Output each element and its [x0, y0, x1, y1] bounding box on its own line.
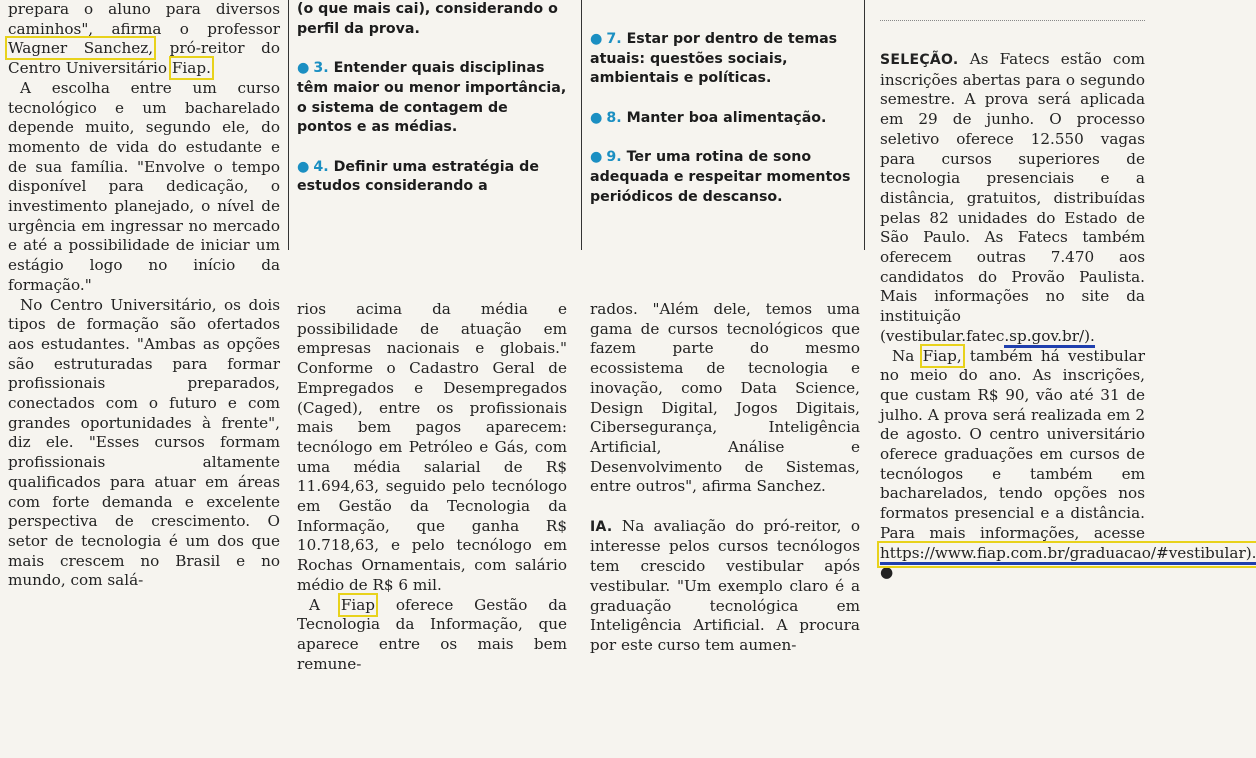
tip-number: 8. [606, 109, 622, 126]
paragraph [590, 517, 860, 656]
tip-text: Ter uma rotina de sono adequada e respeitar momentos periódicos de descanso. [590, 149, 851, 205]
tip-text: Definir uma estratégia de estudos considerando a [297, 158, 539, 195]
tip-item [590, 109, 858, 129]
dotted-rule [880, 20, 1145, 21]
tip-number: 7. [606, 31, 622, 47]
text: oferece Gestão da Tecnologia da Informação, que aparece entre os mais bem remune- [297, 595, 567, 673]
highlight-fiap: Fiap, [922, 346, 962, 365]
highlight-fiap: Fiap [340, 595, 375, 614]
text: também há vestibular no meio do ano. As inscrições, que custam R$ 90, vão até 31 de julho. A prova será realizada em 2 de agosto. O centro universitário oferece graduações em cursos de tecnólogos e também em bacharelados, tendo opções nos formatos presencial e a distância. Para mais informações, acesse [880, 346, 1145, 542]
tip-number: 3. [313, 60, 329, 77]
column-divider [288, 0, 289, 250]
paragraph: No Centro Universitário, os dois tipos de formação são ofertados aos estudantes. "Ambas as opções são estruturadas para formar profissionais preparados, conectados com o futuro e com grandes oportunidades à frente", diz ele. "Esses cursos formam profissionais altamente qualificados para atuar em áreas com forte demanda e excelente perspectiva de crescimento. O setor de tecnologia é um dos que mais crescem no Brasil e no mundo, com salá- [8, 295, 280, 590]
tip-text: Estar por dentro de temas atuais: questões sociais, ambientais e políticas. [590, 31, 838, 87]
paragraph: rados. "Além dele, temos uma gama de cursos tecnológicos que fazem parte do mesmo ecossistema de tecnologia e inovação, como Data Science, Design Digital, Jogos Digitais, Cibersegurança, Inteligência Artificial, Análise e Desenvolvimento de Sistemas, entre outros", afirma Sanchez. [590, 300, 860, 496]
article-column-4 [880, 50, 1256, 583]
tip-item [590, 30, 858, 89]
text: Na avaliação do pró-reitor, o interesse pelos cursos tecnólogos tem crescido vestibular após vestibular. "Um exemplo claro é a graduação tecnológica em Inteligência Artificial. A procura por este curso tem aumen- [590, 516, 860, 654]
tip-item [297, 59, 567, 138]
paragraph: rios acima da média e possibilidade de atuação em empresas nacionais e globais." Conforme o Cadastro Geral de Empregados e Desempregados (Caged), entre os profissionais mais bem pagos aparecem: tecnólogo em Petróleo e Gás, com uma média salarial de R$ 11.694,63, seguido pelo tecnólogo em Gestão da Tecnologia da Informação, que ganha R$ 10.718,63, e pelo tecnólogo em Rochas Ornamentais, com salário médio de R$ 6 mil. [297, 300, 567, 594]
text: A [309, 595, 341, 614]
paragraph [8, 0, 280, 79]
article-column-3 [590, 300, 860, 656]
tip-text: Entender quais disciplinas têm maior ou menor importância, o sistema de contagem de pontos e as médias. [297, 60, 567, 136]
bullet-icon: ● [297, 158, 310, 175]
bullet-icon: ● [590, 31, 603, 47]
tips-box-2 [590, 30, 858, 207]
tips-box-1 [297, 0, 567, 197]
text: As Fatecs estão com inscrições abertas para o segundo semestre. A prova será aplicada em 29 de junho. O processo seletivo oferece 12.550 vagas para cursos superiores de tecnologia presenciais e a distância, gratuitos, distribuídas pelas 82 unidades do Estado de São Paulo. As Fatecs também oferecem outras 7.470 aos candidatos do Provão Paulista. Mais informações no site da instituição (vestibular.fatec [880, 50, 1145, 345]
highlight-name: Wagner Sanchez, [8, 39, 154, 58]
column-divider [581, 0, 582, 250]
bullet-icon: ● [297, 60, 310, 77]
site-link[interactable]: .sp.gov.br/). [1004, 327, 1095, 348]
article-column-2 [297, 300, 567, 674]
tip-item [297, 158, 567, 197]
tip-number: 9. [606, 149, 622, 166]
text: pró-reitor do Centro Universitário [8, 39, 280, 78]
text: Na [892, 346, 923, 365]
paragraph-lead: SELEÇÃO. [880, 52, 959, 68]
end-mark-icon: ● [880, 563, 894, 582]
highlight-fiap: Fiap. [171, 59, 211, 78]
tip-number: 4. [313, 158, 329, 175]
tip-text: Manter boa alimentação. [621, 109, 827, 126]
paragraph [880, 50, 1145, 347]
column-divider [864, 0, 865, 250]
bullet-icon: ● [590, 109, 603, 126]
paragraph [297, 596, 567, 675]
text: prepara o aluno para diversos caminhos", afirma o professor [8, 0, 280, 38]
fiap-link[interactable]: https://www.fiap.com.br/graduacao/#vestibular). [880, 544, 1256, 565]
paragraph: A escolha entre um curso tecnológico e um bacharelado depende muito, segundo ele, do momento de vida do estudante e de sua família. "Envolve o tempo disponível para dedicação, o investimento planejado, o nível de urgência em ingressar no mercado e até a possibilidade de iniciar um estágio logo no início da formação." [8, 78, 280, 294]
bullet-icon: ● [590, 149, 603, 166]
paragraph-lead: IA. [590, 518, 613, 535]
article-column-1 [8, 0, 280, 591]
tip-item [590, 148, 858, 207]
paragraph [880, 346, 1256, 583]
tip-text: (o que mais cai), considerando o perfil da prova. [297, 1, 558, 37]
tip-item [297, 0, 567, 39]
